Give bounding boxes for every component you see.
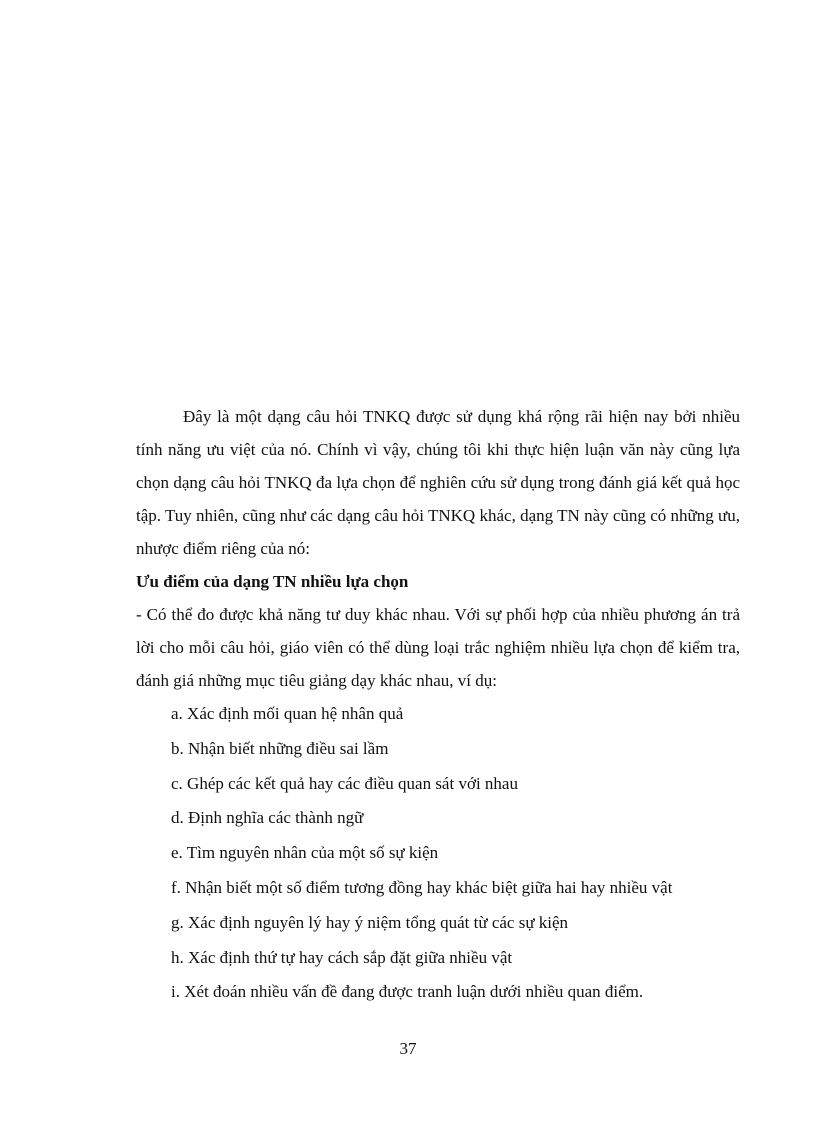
body-paragraph: - Có thể đo được khả năng tư duy khác nhau. Với sự phối hợp của nhiều phương án trả lời cho mỗi câu hỏi, giáo viên có thể dùng loại trắc nghiệm nhiều lựa chọn để kiểm tra, đánh giá những mục tiêu giảng dạy khác nhau, ví dụ:: [136, 605, 740, 690]
objectives-list: [136, 697, 740, 1010]
list-item: c. Ghép các kết quả hay các điều quan sát với nhau: [171, 773, 518, 793]
intro-paragraph: Đây là một dạng câu hỏi TNKQ được sử dụng khá rộng rãi hiện nay bởi nhiều tính năng ưu việt của nó. Chính vì vậy, chúng tôi khi thực hiện luận văn này cũng lựa chọn dạng câu hỏi TNKQ đa lựa chọn để nghiên cứu sử dụng trong đánh giá kết quả học tập. Tuy nhiên, cũng như các dạng câu hỏi TNKQ khác, dạng TN này cũng có những ưu, nhược điểm riêng của nó:: [136, 407, 740, 558]
list-item: f. Nhận biết một số điểm tương đồng hay khác biệt giữa hai hay nhiều vật: [171, 877, 673, 897]
list-item: h. Xác định thứ tự hay cách sắp đặt giữa nhiều vật: [171, 947, 513, 967]
page-content: [136, 400, 740, 1010]
list-item: a. Xác định mối quan hệ nhân quả: [171, 704, 404, 723]
list-item: d. Định nghĩa các thành ngữ: [171, 808, 364, 828]
list-item: g. Xác định nguyên lý hay ý niệm tổng quát từ các sự kiện: [171, 912, 569, 932]
section-heading: Ưu điểm của dạng TN nhiều lựa chọn: [136, 572, 409, 591]
list-item: e. Tìm nguyên nhân của một số sự kiện: [171, 843, 439, 863]
page-number: 37: [399, 1039, 417, 1058]
list-item: i. Xét đoán nhiều vấn đề đang được tranh luận dưới nhiều quan điểm.: [171, 982, 644, 1002]
list-item: b. Nhận biết những điều sai lầm: [171, 738, 389, 758]
